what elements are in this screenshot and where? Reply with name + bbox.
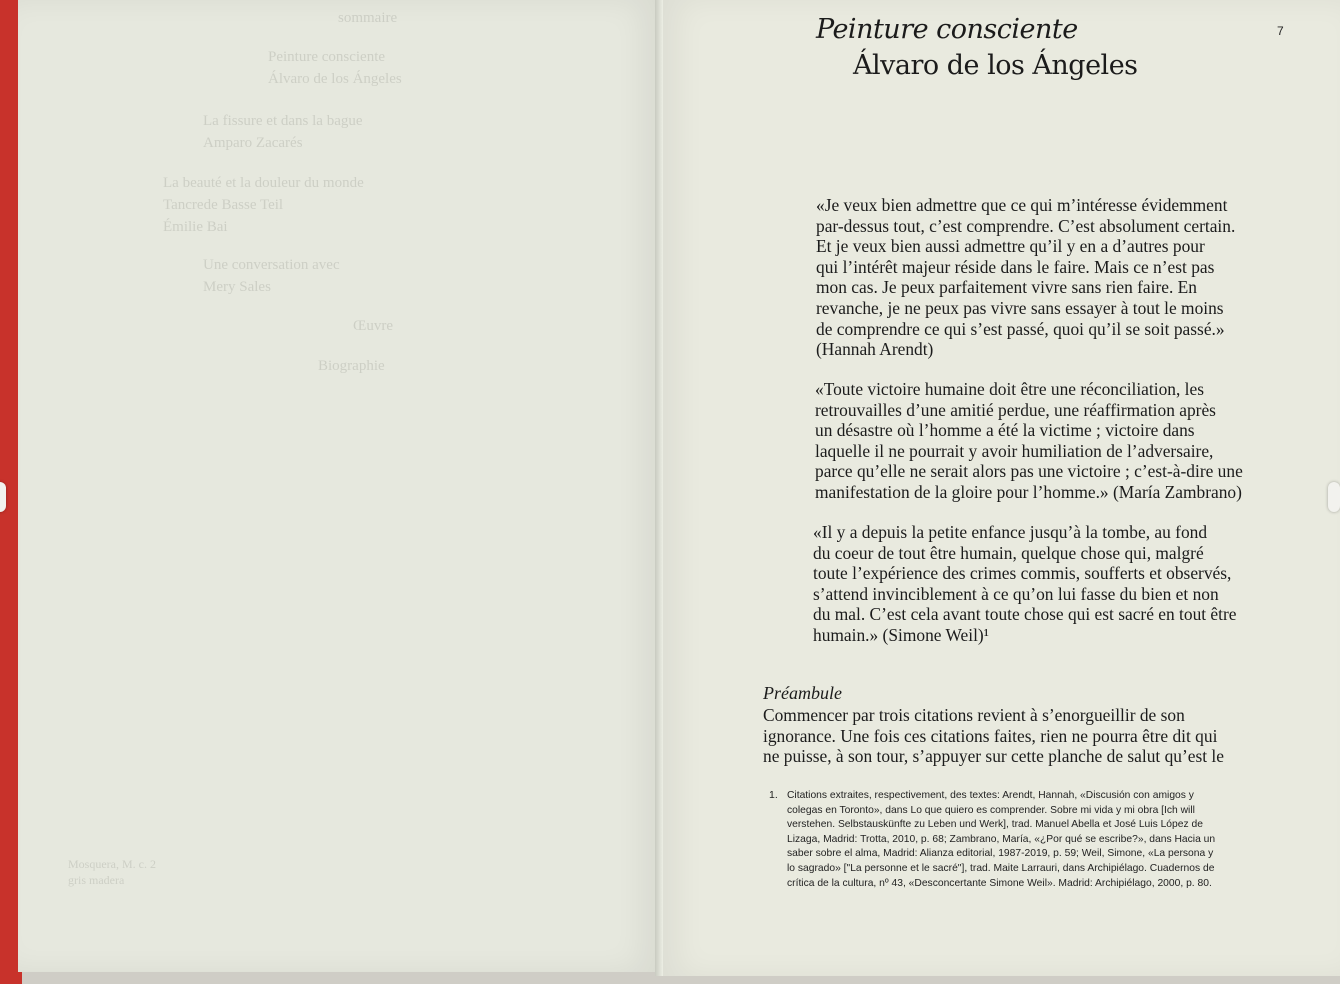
section-body-preambule: Commencer par trois citations revient à s’enorgueillir de son ignorance. Une fois ces citations faites, rien ne pourra être dit qui ne puisse, à son tour, s’appuyer sur cette planche de salut qu’est le <box>763 705 1224 767</box>
show-through-text: Œuvre <box>353 318 393 334</box>
show-through-text: La beauté et la douleur du monde Tancrede Basse Teil Émilie Bai <box>163 175 364 235</box>
epigraph-quote-zambrano: «Toute victoire humaine doit être une réconciliation, les retrouvailles d’une amitié perdue, une réaffirmation après un désastre où l’homme a été la victime ; victoire dans laquelle il ne pourrait y avoir humiliation de l’adversaire, parce qu’elle ne serait alors pas une victoire ; c’est-à-dire une manifestation de la gloire pour l’homme.» (María Zambrano) <box>815 379 1243 502</box>
right-edge-handle <box>1328 482 1340 512</box>
chapter-title: Peinture consciente <box>816 14 1078 45</box>
epigraph-quote-weil: «Il y a depuis la petite enfance jusqu’à la tombe, au fond du coeur de tout être humain, quelque chose qui, malgré toute l’expérience des crimes commis, soufferts et observés, s’attend invinciblement à ce qu’on lui fasse du bien et non du mal. C’est cela avant toute chose qui est sacré en tout être humain.» (Simone Weil)¹ <box>813 522 1237 645</box>
section-heading-preambule: Préambule <box>763 683 842 703</box>
left-edge-handle <box>0 482 6 512</box>
show-through-text: Biographie <box>318 358 385 374</box>
show-through-text: La fissure et dans la bague Amparo Zacarés <box>203 113 363 151</box>
show-through-text: Peinture consciente Álvaro de los Ángeles <box>268 49 402 87</box>
epigraph-quote-arendt: «Je veux bien admettre que ce qui m’intéresse évidemment par-dessus tout, c’est comprendre. C’est absolument certain. Et je veux bien aussi admettre qu’il y en a d’autres pour qui l’intérêt majeur réside dans le faire. Mais ce n’est pas mon cas. Je peux parfaitement vivre sans rien faire. En revanche, je ne peux pas vivre sans essayer à tout le moins de comprendre ce qui s’est passé, quoi qu’il se soit passé.» (Hannah Arendt) <box>816 195 1236 360</box>
show-through-text: Une conversation avec Mery Sales <box>203 257 340 295</box>
book-gutter <box>655 0 663 976</box>
footnote-text: Citations extraites, respectivement, des textes: Arendt, Hannah, «Discusión con amigos y colegas en Toronto», dans Lo que quiero es comprender. Sobre mi vida y mi obra [Ich will verstehen. Selbstauskünfte zu Leben und Werk], trad. Manuel Abella et José Luis López de Lizaga, Madrid: Trotta, 2010, p. 68; Zambrano, María, «¿Por qué se escribe?», dans Hacia un saber sobre el alma, Madrid: Alianza editorial, 1987-2019, p. 59; Weil, Simone, «La persona y lo sagrado» ["La personne et le sacré"], trad. Maite Larrauri, dans Archipiélago. Cuadernos de crítica de la cultura, nº 43, «Desconcertante Simone Weil». Madrid: Archipiélago, 2000, p. 80. <box>787 790 1216 889</box>
show-through-text: sommaire <box>338 10 398 26</box>
left-page <box>18 0 660 972</box>
page-number: 7 <box>1277 24 1284 38</box>
chapter-author: Álvaro de los Ángeles <box>853 50 1138 81</box>
show-through-text: Mosquera, M. c. 2 gris madera <box>68 857 156 887</box>
footnote-number: 1. <box>769 789 778 801</box>
